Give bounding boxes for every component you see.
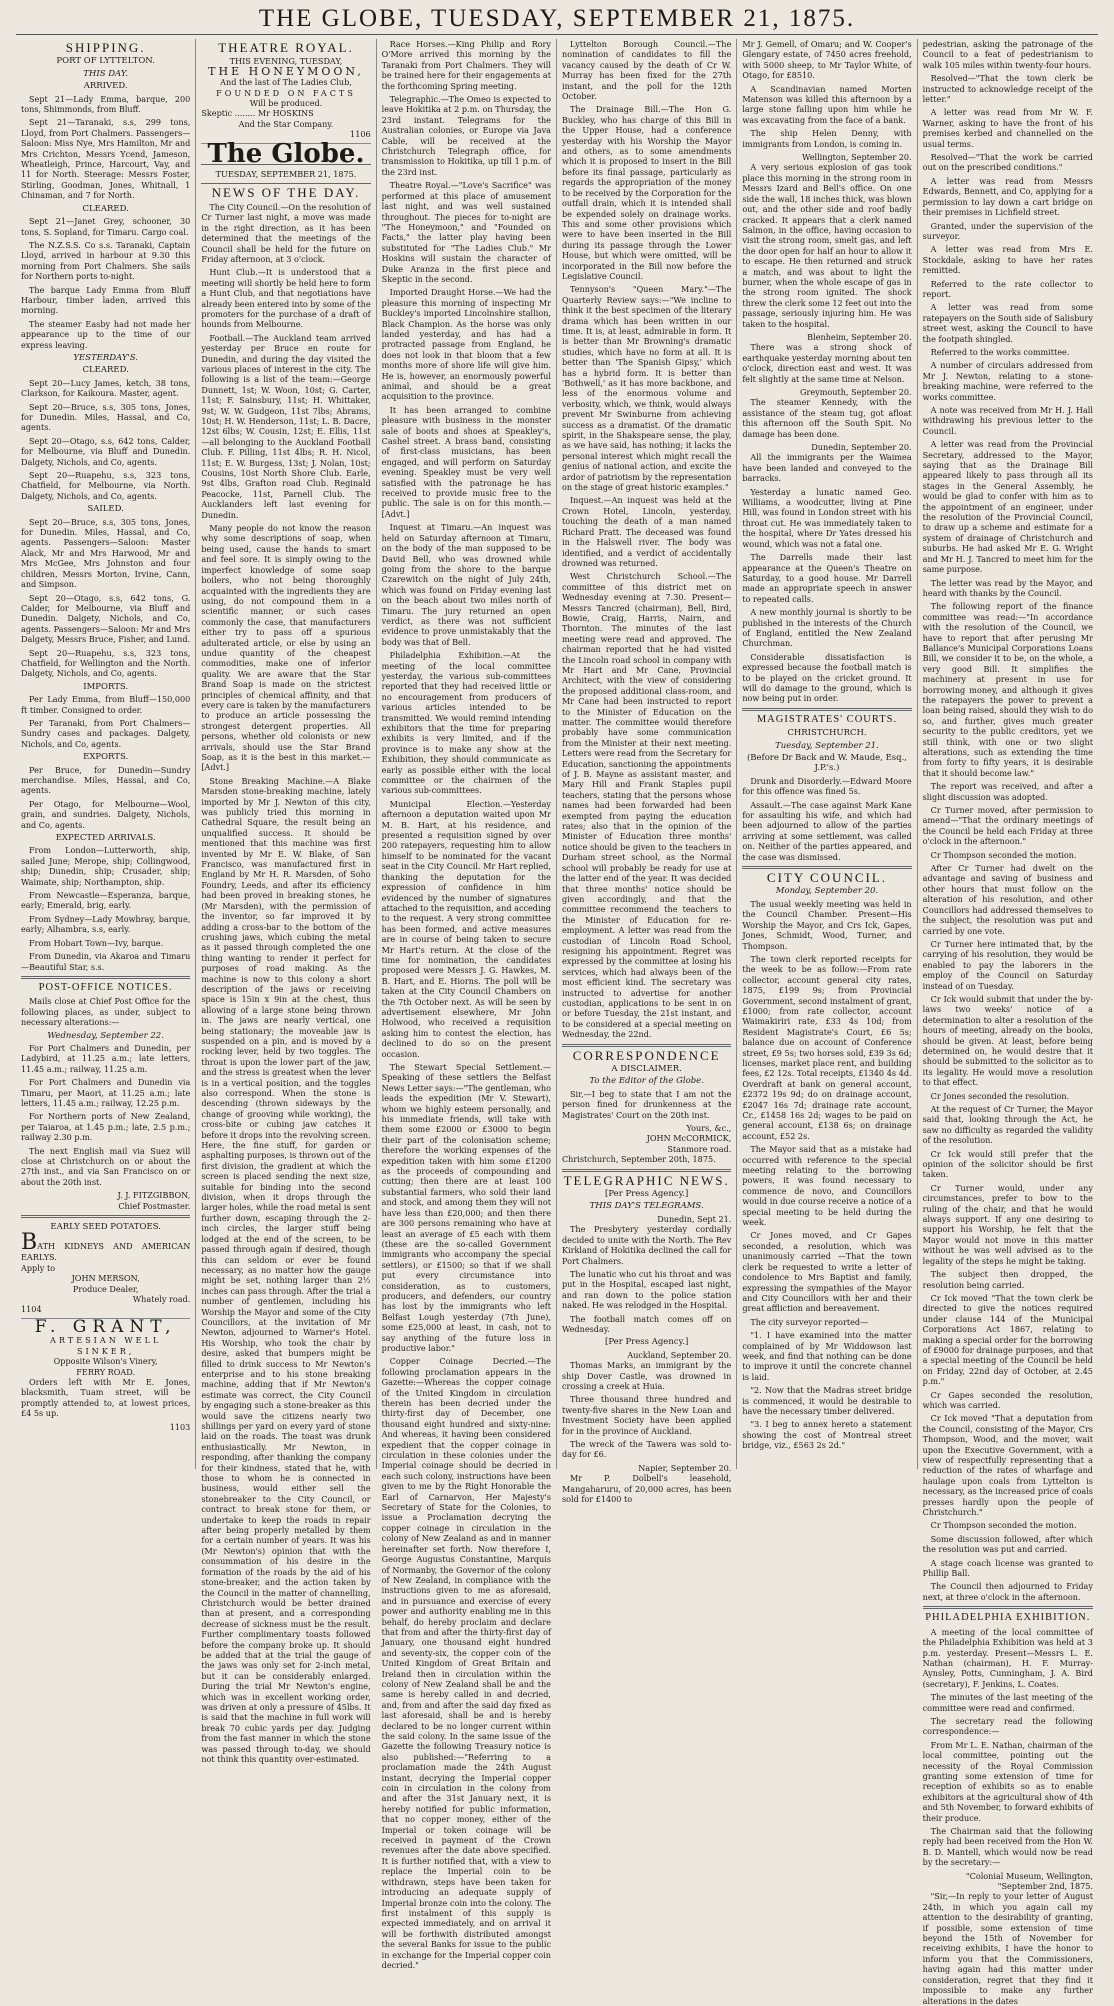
council-item: Cr Turner would, under any circumstances, prefer to bow to the ruling of the chair, and that he would always support. If any one desiring to support his Worship, he felt that the Mayor would not move in this matter without he was well advised as to the legality of the steps he might be taking.: [922, 1182, 1093, 1266]
council-item: A number of circulars addressed from Mr J. Newton, relating to a stone-breaking machine, were referred to the works committee.: [922, 360, 1093, 402]
shipping-item: From Newcastle—Esperanza, barque, early; Emerald, brig, early.: [21, 890, 191, 911]
council-item: "3. I beg to annex hereto a statement showing the cost of Montreal street bridge, viz., £563 2s 2d.": [742, 1419, 912, 1451]
post-item: For Port Chalmers and Dunedin, per Ladybird, at 11.25 a.m.; late letters, 11.45 a.m.; railway, 11.25 a.m.: [21, 1042, 191, 1074]
council-item: The Mayor said that as a mistake had occurred with reference to the special meeting relating to the borrowing powers, it was found necessary to commence de novo, and Councillors would in due course receive a notice of a special meeting to be held during the week.: [742, 1144, 912, 1228]
council-item: After Cr Turner had dwelt on the advantage and saving of business and other hours that must follow on the alteration of his resolution, and other Councillors had addressed themselves to the subject, the resolution was put and carried by one vote.: [922, 863, 1093, 936]
news-item: Lyttelton Borough Council.—The nomination of candidates to fill the vacancy caused by the death of Cr W. Murray has been fixed for the 27th instant, and the poll for the 12th October.: [561, 39, 732, 102]
shipping-item: Sept 20—Lucy James, ketch, 38 tons, Clarkson, for Kaikoura. Master, agent.: [21, 377, 191, 399]
shipping-item: Per Lady Emma, from Bluff—150,000 ft timber. Consigned to order.: [21, 694, 191, 715]
potatoes-dropcap: B: [21, 1230, 38, 1256]
divider: [562, 1169, 731, 1172]
shipping-item: The steamer Easby had not made her appearance up to the time of our express leaving.: [21, 318, 191, 350]
telegraphic-heading: TELEGRAPHIC NEWS.: [563, 1172, 730, 1188]
shipping-item: Sept 21—Lady Emma, barque, 200 tons, Shimmonds, from Bluff.: [21, 93, 191, 115]
news-item: Theatre Royal.—"Love's Sacrifice" was performed at this place of amusement last night, and was well sustained throughout. The pieces for to-night are "The Honeymoon," and "Founded on Facts," the latter play having been substituted for "The Ladies Club." Mr Hoskins will sustain the character of Duke Aranza in the first piece and Skeptic in the second.: [381, 180, 551, 284]
council-item: Cr Ick moved "That the town clerk be directed to give the notices required under clause 144 of the Municipal Corporations Act 1867, relating to making a special order for the borrowing of £9000 for drainage purposes, and that a special meeting of the Council be held on Friday, 22nd day of October, at 2.45 p.m.": [922, 1292, 1093, 1387]
dateline: Dunedin, Sept 21.: [657, 1213, 732, 1224]
advert-number: 1106: [350, 129, 371, 140]
post-item: The next English mail via Suez will close at Christchurch on or about the 27th inst., and via San Francisco on or about the 20th inst.: [21, 1145, 191, 1187]
exports-heading: EXPORTS.: [83, 752, 129, 763]
issue-date: TUESDAY, SEPTEMBER 21, 1875.: [215, 169, 357, 180]
post-item: Mails close at Chief Post Office for the following places, as under, subject to necessary alterations:—: [21, 996, 191, 1028]
divider: [201, 183, 370, 184]
telegram-item: All the immigrants per the Waimea have been landed and conveyed to the barracks.: [742, 452, 912, 484]
news-item: Stone Breaking Machine.—A Blake Marsden stone-breaking machine, lately imported by Mr J. Newton of this city, was publicly tried this morning in Cathedral Square, the result being an unqualified success. It should be mentioned that this machine was first invented by Mr E. W. Blake, of San Francisco, was manufactured first in England by Mr H. R. Marsden, of Soho Foundry, Leeds, and after its efficiency had been proved in breaking stones, he (Mr Marsden), with the permission of the inventor, so far improved it by adding a cross-bar to the bottom of the crushing jaws, which cubing the metal as it passed through completed the one thing wanting to render it perfect for purposes of road making. As the machine is now to this colony a short description of the jaws or receiving space is 15in x 9in at the chest, thus allowing of a large stone being thrown in. The jaws are nearly vertical, one being stationary; the moveable jaw is suspended on a pin, and is moved by a rocking lever, held by two toggles. The throat is upon the lower part of the jaw, and the stress is greatest when the lever is in a vertical position, and the toggles also correspond. When the stone is descending (thrown sideways by the change of grooving while working), the cross-bite or cubing jaw catches it before it drops into the revolving screen. Here, the fine stuff, for garden or asphalting purposes, is thrown out of the first division, the gradient at which the screen is placed sending the next size, suitable for binding into the second division, when it drops through the larger holes, while the road metal is sent further down, escaping through the 2-inch circles, the larger stuff being lodged at the end of the screen, to be passed through again if desired, though this can seldom or ever be found necessary, as no matter how the gauge might be set, nothing larger than 2½ inches can pass through. After the trial a number of gentlemen, including his Worship the Mayor and some of the City Councillors, at the invitation of Mr Newton, adjourned to Warner's Hotel. His Worship, who took the chair by desire, asked that bumpers might be filled to drink success to Mr Newton's enterprise and to his stone breaking machine, adding that if Mr Newton's estimate was correct, the City Council by engaging such a stone-breaker as this would save the citizens nearly two shillings per yard on every yard of stone laid on the roads. The toast was drunk enthusiastically. Mr Newton, in responding, after thanking the company for their kindness, stated that he, with those to whom he is connected in business, would either sell the stonebreaker to the City Council, or contract to break stone for them, or undertake to keep the roads in repair after being properly metalled by them for a certain number of years. It was his (Mr Newton's) opinion that with the consummation of his desire in the formation of the roads by the aid of his stone-breaker, and the action taken by the Council in the matter of channelling, Christchurch would be better drained than at present, and a corresponding decrease of sickness must be the result. Further complimentary toasts followed before the company broke up. It should be added that at the trial the gauge of the jaws was only set for 2-inch metal, but it can be considerably enlarged. During the trial Mr Newton's engine, which was in excellent working order, was driven at only a pressure of 45lbs. It is said that the machine in full work will break 70 cubic yards per day. Judging from the fast manner in which the stone was passed through to-day, we should not think this quantity over-estimated.: [201, 775, 371, 1764]
dateline: Blenheim, September 20.: [807, 331, 912, 342]
divider: [923, 1606, 1093, 1609]
shipping-item: Sept 21—Taranaki, s.s, 299 tons, Lloyd, from Port Chalmers. Passengers—Saloon: Miss Nye, Mrs Hamilton, Mr and Mrs Crichton, Messrs Ycend, Jameson, Wheatleigh, Prince, Harcourt, Vay, and 11 for North. Steerage: Messrs Foster, Stirling, Goodman, Jones, Whitnall, 1 Chinaman, and 7 for North.: [21, 117, 191, 201]
sailed-heading: SAILED.: [87, 504, 124, 515]
news-item: Race Horses.—King Philip and Rory O'More arrived this morning by the Taranaki from Port Chalmers. They will be trained here for their engagements at the forthcoming Spring meeting.: [381, 39, 551, 91]
news-item: Hunt Club.—It is understood that a meeting will shortly be held here to form a Hunt Club, and that negotiations have already been entered into by some of the promoters for the purchase of a draft of hounds from Melbourne.: [201, 267, 371, 330]
council-item: The city surveyor reported—: [750, 1316, 869, 1327]
columns: [16, 39, 1098, 2006]
post-item: For Northern ports of New Zealand, per Taiaroa, at 1.45 p.m.; late, 2.5 p.m.; railway 2.30 p.m.: [21, 1111, 191, 1143]
theatre-line: And the Star Company.: [238, 118, 334, 129]
letter-header: "Colonial Museum, Wellington, "September 2nd, 1875.: [965, 1870, 1093, 1892]
shipping-item: Sept 21—Janet Grey, schooner, 30 tons, S. Sopland, for Timaru. Cargo coal.: [21, 216, 191, 237]
grant-advert: [21, 1316, 191, 1432]
telegram-item: Considerable dissatisfaction is expressed because the football match is to be played on the cricket ground. It will do damage to the ground, which is now being put in order.: [742, 651, 912, 704]
correspondence-heading: CORRESPONDENCE: [572, 1047, 721, 1063]
news-item: It has been arranged to combine pleasure with business in the monster sale of boots and shoes at Speakley's, Cashel street. A brass band, consisting of first-class musicians, has been engaged, and will perform on Saturday evening. Speakley must be very well satisfied with the patronage he has received to provide music free to the public. The sale is on for this month.—[Advt.]: [381, 404, 551, 519]
exhibition-item: From Mr L. E. Nathan, chairman of the local committee, pointing out the necessity of the Royal Commission granting some extension of time for reception of exhibits so as to enable exhibitors at the agricultural show of 4th and 5th November, to forward exhibits of their produce.: [922, 1739, 1093, 1823]
column-5: [737, 39, 917, 1469]
exhibition-item: "Sir,—In reply to your letter of August 24th, in which you again call my attention to the desirability of granting, if possible, some extension of time beyond the 15th of November for receiving exhibits, I have the honor to inform you that the Commissioners, having again had this matter under consideration, regret that they find it impossible to make any further alterations in the dates: [922, 1891, 1093, 2006]
globe-logo: The Globe.: [207, 138, 365, 169]
telegram-item: Yesterday a lunatic named Geo. Williams, a woodcutter, living at Pine Hill, was found in London street with his throat cut. He was immediately taken to the hospital, where Dr Yates dressed his wound, which was not a fatal one.: [742, 486, 912, 549]
shipping-item: The N.Z.S.S. Co s.s. Taranaki, Captain Lloyd, arrived in harbour at 9.30 this morning from Port Chalmers. She sails for Northern ports to-night.: [21, 239, 191, 282]
council-item: A letter was read from Mr W. F. Warner, asking to have the front of his premises kerbed and channelled on the usual terms.: [922, 107, 1093, 149]
dateline: Dunedin, September 20.: [811, 442, 912, 453]
shipping-item: Sept 20—Bruce, s.s, 305 tons, Jones, for Dunedin. Miles, Hassal, and Co, agents.: [21, 401, 191, 433]
grant-trade: ARTESIAN WELL SINKER,: [50, 1335, 162, 1356]
shipping-item: Per Otago, for Melbourne—Wool, grain, and sundries. Dalgety, Nichols, and Co, agents.: [21, 798, 191, 830]
imports-heading: IMPORTS.: [83, 681, 129, 692]
magistrates-date: Tuesday, September 21.: [775, 740, 879, 751]
council-item: The town clerk reported receipts for the week to be as follow:—From rate collector, account general city rates, 1875, £199 9s; from Provincial Government, second instalment of grant, £1000; from rate collector, account Waimakiriri rate, £33 4s 10d; from Resident Magistrate's Court, £6 5s; balance due on account of Conference street, £9 5s; two horses sold, £39 3s 6d; licenses, market place rent, and building fees, £2 12s. Total receipts, £1340 4s 4d. Overdraft at bank on general account, £2372 19s 9d; do on drainage account, £2047 16s 7d; drainage rate account, Cr., £1458 16s 2d; wages to be paid on general account, £138 6s; on drainage account, £52 2s.: [742, 953, 912, 1141]
expected-heading: EXPECTED ARRIVALS.: [55, 833, 156, 844]
council-item: Cr Ick moved "That a deputation from the Council, consisting of the Mayor, Crs Thompson, Wood, and the mover, wait upon the Executive Government, with a view of respectfully representing that a reduction of the rates of wharfage and haulage upon coals from Lyttelton is necessary, as the increased price of coals presses hardly upon the people of Christchurch.": [922, 1413, 1093, 1518]
council-item: Granted, under the supervision of the surveyor.: [922, 220, 1093, 241]
grant-road: FERRY ROAD.: [76, 1366, 136, 1377]
divider: [21, 976, 190, 979]
column-6: [918, 39, 1098, 2006]
potatoes-line: [21, 1230, 191, 1263]
theatre-line: Skeptic ........ Mr HOSKINS: [201, 108, 314, 119]
correspondence-to: To the Editor of the Globe.: [589, 1076, 704, 1087]
news-item: Philadelphia Exhibition.—At the meeting of the local committee yesterday, the various sub-committees reported that they had received little or no encouragement from producers of various articles intended to be transmitted. We would remind intending exhibitors that the time for preparing exhibits is very limited, and if the province is to make any show at the Exhibition, they should communicate as early as possible either with the local committee or the chairmen of the various sub-committees.: [381, 650, 551, 796]
shipping-item: Per Bruce, for Dunedin—Sundry merchandise. Miles, Hassal, and Co, agents.: [21, 764, 191, 796]
telegram-item: Mr J. Gemell, of Omaru; and W. Cooper's Glengary estate, of 7450 acres freehold, with 5000 sheep, to Mr Taylor White, of Otago, for £8510.: [742, 39, 912, 81]
council-item: "2. Now that the Madras street bridge is commenced, it would be desirable to have the necessary timber delivered.: [742, 1385, 912, 1416]
shipping-item: Sept 20—Ruapehu, s.s, 323 tons, Chatfield, for Wellington and the North. Dalgety, Nichols, and Co, agents.: [21, 647, 191, 679]
column-3: [377, 39, 557, 1970]
council-item: At the request of Cr Turner, the Mayor said that, looking through the Act, he saw no difficulty as regarded the validity of the resolution.: [922, 1104, 1093, 1146]
telegram-item: The Darrells made their last appearance at the Queen's Theatre on Saturday, to a good house. Mr Darrell made an appropriate speech in answer to repeated calls.: [742, 552, 912, 604]
theatre-line: THE HONEYMOON,: [208, 64, 364, 78]
news-item: Football.—The Auckland team arrived yesterday per Bruce en route for Dunedin, and during the day visited the various places of interest in the city. The following is a list of the team:—George Dunnett, 1st; W. Woon, 10st; G. Carter, 11st; F. Sainsbury, 11st; H. Whittaker, 9st; W. W. Gudgeon, 11st 7lbs; Abrams, 10st; H. W. Henderson, 11st; L. B. Dacre, 12st 6lbs; W. Cousin, 12st; E. Ellis, 11st—all belonging to the Auckland Football Club. F. Pilling, 11st 4lbs; R. H. Nicol, 11st; E. W. Burgess, 13st; J. Nolan, 10st; Cousins, 10st North Shore Club. Earle, 9st 4lbs, Grafton road Club. Reginald Peacocke, 11st, Parnell Club. The Aucklanders left last evening for Dunedin.: [201, 332, 371, 520]
council-item: The following report of the finance committee was read:—"In accordance with the resolution of the Council, we have to report that after perusing Mr Ballance's Municipal Corporations Loans Bill, we consider it to be, on the whole, a very good Bill. It simplifies the machinery at present in use for borrowing money, and although it gives the ratepayers the power to prevent a loan being raised, should they wish to do so, and further, gives much greater security to the public creditors, yet we still think, with one or two slight alterations, such as extending the time from forty to fifty years, it is desirable that it should become law.": [922, 601, 1093, 778]
post-office-heading: POST-OFFICE NOTICES.: [38, 981, 173, 993]
council-item: Cr Thompson seconded the motion.: [930, 1520, 1077, 1531]
council-item: A stage coach license was granted to Phillip Ball.: [922, 1557, 1093, 1579]
shipping-item: Sept 20—Otago, s.s, 642 tons, G. Calder, for Melbourne, via Bluff and Dunedin. Dalgety, Nichols, and Co, agents. Passengers—Saloon: Mr and Mrs Dalgety, Messrs Bruce, Fisher, and Lund.: [21, 592, 191, 645]
council-item: Resolved—"That the town clerk be instructed to acknowledge receipt of the letter.": [922, 73, 1093, 105]
magistrates-heading: MAGISTRATES' COURTS.: [756, 713, 898, 725]
council-item: A letter was read from the Provincial Secretary, addressed to the Mayor, saying that as the Drainage Bill appeared likely to pass through all its stages in the General Assembly, he would be glad to confer with him as to the appointment of an engineer, under the resolution of the Provincial Council, to draw up a scheme and estimate for a system of drainage of Christchurch and suburbs. He had asked Mr E. G. Wright and Mr H. J. Tancred to meet him for the same purpose.: [922, 439, 1093, 575]
column-1: [16, 39, 196, 1469]
city-council-heading: CITY COUNCIL.: [766, 870, 888, 886]
court-item: Drunk and Disorderly.—Edward Moore for this offence was fined 5s.: [742, 775, 912, 797]
press-agency: [Per Press Agency.]: [605, 1337, 689, 1348]
council-item: Cr Turner moved, after permission to amend—"That the ordinary meetings of the Council be held each Friday at three o'clock in the afternoon.": [922, 805, 1093, 847]
this-day-heading: THIS DAY.: [83, 68, 129, 79]
postmaster-name: J. J. FITZGIBBON,: [117, 1190, 191, 1201]
shipping-item: Sept 20—Otago, s.s, 642 tons, Calder, for Melbourne, via Bluff and Dunedin. Dalgety, Nichols, and Co, agents.: [21, 435, 191, 467]
cleared-heading: CLEARED.: [82, 203, 129, 214]
telegram-item: A Scandinavian named Morten Matenson was killed this afternoon by a large stone falling upon him while he was excavating from the face of a bank.: [742, 83, 912, 125]
theatre-heading: THEATRE ROYAL.: [218, 40, 354, 55]
council-item: Cr Ick would still prefer that the opinion of the solicitor should be first taken.: [922, 1148, 1093, 1180]
news-item: Copper Coinage Decried.—The following proclamation appears in the Gazette:—Whereas the copper coinage of the United Kingdom in circulation therein has been decried under the thirty-first day of December, one thousand eight hundred and sixty-nine: And whereas, it having been considered expedient that the copper coinage in circulation in these colonies under the Imperial coinage should be decried in each such colony, instructions have been given to me by the Right Honorable the Earl of Carnarvon, Her Majesty's Secretary of State for the Colonies, to issue a Proclamation decrying the copper coinage in circulation in the colony of New Zealand as and in manner hereinafter set forth. Now therefore I, George Augustus Constantine, Marquis of Normanby, the Governor of the colony of New Zealand, in compliance with the instructions given to me as aforesaid, and in pursuance and exercise of every power and authority enabling me in this behalf, do hereby proclaim and declare that from and after the thirty-first day of January, one thousand eight hundred and seventy-six, the copper coin of the United Kingdom of Great Britain and Ireland then in circulation within the colony of New Zealand shall be and the same is hereby called in and decried, and, from and after the said day fixed as last aforesaid, shall be and is hereby declared to be no longer current within the said colony. In the same issue of the Gazette the following Treasury notice is also published:—"Referring to a proclamation made the 24th August instant, decrying the Imperial copper coin in circulation in the colony from and after the 31st January next, it is hereby notified for public information, that no copper money, either of the Imperial or token coinage will be received in payment of the Crown revenues after the date above specified. It is further notified that, with a view to replace the Imperial coin to be withdrawn, steps have been taken for introducing an adequate supply of Imperial bronze coin into the colony. The first instalment of this supply is expected immediately, and on arrival it will be forthwith distributed amongst the several Banks for issue to the public in exchange for the Imperial copper coin decried.": [381, 1356, 551, 1970]
telegram-item: The football match comes off on Wednesday.: [561, 1313, 732, 1334]
masthead: THE GLOBE, TUESDAY, SEPTEMBER 21, 1875.: [16, 4, 1098, 35]
telegram-item: The wreck of the Tawera was sold to-day for £6.: [561, 1439, 732, 1460]
council-item: A letter was read from some ratepayers on the South side of Salisbury street west, asking the Council to have the footpath shingled.: [922, 302, 1093, 344]
theatre-line: And the last of The Ladies Club,: [220, 77, 352, 88]
council-item: pedestrian, asking the patronage of the Council to a feat of pedestrianism to walk 105 miles within twenty-four hours.: [922, 39, 1093, 70]
shipping-item: From Dunedin, via Akaroa and Timaru—Beautiful Star, s.s.: [21, 951, 191, 972]
telegrams-heading: THIS DAY'S TELEGRAMS.: [589, 1201, 704, 1212]
telegram-item: Thomas Marks, an immigrant by the ship Dover Castle, was drowned in crossing a creek at Huia.: [561, 1360, 732, 1391]
telegram-item: A new monthly journal is shortly to be published in the interests of the Church of England, entitled the New Zealand Churchman.: [742, 607, 912, 649]
news-item: Tennyson's "Queen Mary."—The Quarterly Review says:—"We incline to think it the best specimen of the literary drama which has been written in our time. It is, at least, admirable in form. It is better than Mr Browning's dramatic studies, which have no form at all. It is better than 'The Spanish Gipsy,' which has a hybrid form. It is better than 'Bothwell,' as it has more backbone, and less of the enormous volume and verbosity, which, we think, would always prevent Mr Swinburne from achieving success as a dramatist. Of the dramatic spirit, in the Shakspeare sense, the play, as we have said, has nothing; it lacks the personal interest which might recall the genius of national action, and excite the ardor of patriotism by the representation on the stage of great historic examples.": [561, 284, 732, 493]
press-agency: [Per Press Agency.]: [605, 1189, 689, 1200]
shipping-item: From Hobart Town—Ivy, barque.: [29, 937, 164, 948]
magistrates-before: (Before Dr Back and W. Maude, Esq., J.P.'s.): [746, 753, 907, 774]
council-item: Referred to the works committee.: [930, 346, 1070, 357]
yesterday-heading: YESTERDAY'S.: [73, 352, 139, 363]
dateline: Auckland, September 20.: [627, 1349, 732, 1360]
dateline: Wellington, September 20.: [802, 152, 912, 163]
divider: [562, 1044, 731, 1047]
exhibition-item: The secretary read the following correspondence:—: [922, 1715, 1093, 1737]
shipping-item: From London—Lutterworth, ship, sailed June; Merope, ship; Collingwood, ship; Dunedin, ship; Crusader, ship; Waimate, ship; Northampton, ship.: [21, 845, 191, 887]
telegram-item: The ship Helen Denny, with immigrants from London, is coming in.: [742, 128, 912, 149]
potatoes-text: ATH KIDNEYS AND AMERICAN EARLYS.: [21, 1241, 191, 1263]
exhibition-item: The Chairman said that the following reply had been received from the Hon W. B. D. Mantell, which would now be read by the secretary:—: [922, 1826, 1093, 1868]
magistrates-place: CHRISTCHURCH.: [787, 728, 867, 739]
news-item: Imported Draught Horse.—We had the pleasure this morning of inspecting Mr Buckley's imported Lincolnshire stallion, Black Champion. As the horse was only landed yesterday, and has had a protracted passage from England, he does not look in that bloom that a few months more of shore life will give him. He is, however, an enormously powerful animal, and should be a great acquisition to the province.: [381, 287, 551, 402]
postmaster-title: Chief Postmaster.: [118, 1200, 191, 1211]
news-heading: NEWS OF THE DAY.: [211, 185, 361, 201]
council-item: Cr Ick would submit that under the by-laws two weeks' notice of a determination to alter a resolution of the hours of meeting, already on the books, should be given. At least, before being determined on, he would desire that it should be submitted to the solicitor as to its legality. He would move a resolution to that effect.: [922, 993, 1093, 1088]
arrived-heading: ARRIVED.: [83, 81, 128, 92]
correspondence-address: Stanmore road.: [667, 1143, 732, 1154]
telegram-item: The steamer Kennedy, with the assistance of the steam tug, got afloat this afternoon off the South Spit. No damage has been done.: [742, 397, 912, 439]
grant-heading: F. GRANT,: [34, 1316, 177, 1337]
shipping-item: Sept 20—Bruce, s.s, 305 tons, Jones, for Dunedin. Miles, Hassal, and Co, agents. Passengers—Saloon: Master Alack, Mr and Mrs Harwood, Mr and Mrs McGee, Mrs Johnston and four children, Messrs Morton, Irvine, Cann, and Simpson.: [21, 516, 191, 590]
council-item: Cr Jones seconded the resolution.: [930, 1090, 1070, 1101]
theatre-advert: [201, 40, 371, 144]
telegram-item: The lunatic who cut his throat and was put in the Hospital, escaped last night, and ran down to the police station naked. He was relodged in the Hospital.: [561, 1268, 732, 1311]
council-item: A note was received from Mr H. J. Hall withdrawing his previous letter to the Council.: [922, 405, 1093, 436]
news-item: Municipal Election.—Yesterday afternoon a deputation waited upon Mr M. B. Hart, at his residence, and presented a requisition signed by over 200 ratepayers, requesting him to allow himself to be nominated for the vacant seat in the City Council. Mr Hart replied, thanking the deputation for the expression of confidence in him evidenced by the number of signatures attached to the requisition, and acceding to the request. A very strong committee has been formed, and active measures are in course of being taken to secure Mr Hart's return. At the close of the time for nomination, the candidates proposed were Messrs J. G. Hawkes, M. B. Hart, and E. Hiorns. The poll will be taken at the City Council Chambers on the 7th October next. As will be seen by advertisement elsewhere, Mr John Holwood, who received a requisition asking him to contest the election, has declined to do so on the present occasion.: [381, 798, 551, 1059]
council-item: Cr Turner here intimated that, by the carrying of his resolution, they would be enabled to pay the laborers in the employ of the Council on Saturday instead of on Tuesday.: [922, 938, 1093, 991]
council-item: Cr Gapes seconded the resolution, which was carried.: [922, 1389, 1093, 1410]
potatoes-produce: Produce Dealer,: [72, 1283, 139, 1294]
post-item: For Port Chalmers and Dunedin via Timaru, per Maori, at 11.25 a.m.; late letters, 11.45 a.m.; railway, 12.25 p.m.: [21, 1077, 191, 1108]
news-item: Inquest at Timaru.—An inquest was held on Saturday afternoon at Timaru, on the body of the man supposed to be David Bell, who was drowned while going from the shore to the barque Czarewitch on the night of July 24th, which was found on Friday evening last on the beach about two miles north of Timaru. The jury returned an open verdict, as there was not sufficient evidence to prove unmistakably that the body was that of Bell.: [381, 522, 551, 647]
council-item: Some discussion followed, after which the resolution was put and carried.: [922, 1533, 1093, 1555]
telegram-item: Three thousand three hundred and twenty-five shares in the New Loan and Investment Society have been applied for in the province of Auckland.: [561, 1394, 732, 1436]
correspondence-date: Christchurch, September 20th, 1875.: [561, 1154, 716, 1165]
court-item: Assault.—The case against Mark Kane for assaulting his wife, and which had been adjourned to allow of the parties arriving at some settlement, was called on. Neither of the parties appeared, and the case was dismissed.: [742, 799, 912, 862]
grant-text: Orders left with Mr E. Jones, blacksmith, Tuam street, will be promptly attended to, at lowest prices, £4 5s up.: [21, 1376, 191, 1419]
column-4: [557, 39, 737, 1505]
shipping-item: From Sydney—Lady Mowbray, barque, early; Alhambra, s.s, early.: [21, 913, 191, 935]
council-item: A letter was read from Mrs E. Stockdale, asking to have her rates remitted.: [922, 244, 1093, 276]
council-item: The usual weekly meeting was held in the Council Chamber. Present—His Worship the Mayor, and Crs Ick, Gapes, Jones, Schmidt, Wood, Turner, and Thompson.: [742, 898, 912, 951]
divider: [742, 708, 911, 711]
news-item: The Drainage Bill.—The Hon G. Buckley, who has charge of this Bill in the Upper House, had a conference yesterday with his Worship the Mayor and others, as to some amendments which it is proposed to insert in the Bill before its final passage, particularly as regards the appropriation of the money to be received by the Corporation for the outfall drain, which it is intended shall be expended solely on drainage works. This and some other provisions which were to have been inserted in the Bill during its passage through the Lower House, but which were omitted, will be incorporated in the Bill now before the Legislative Council.: [561, 104, 732, 281]
telegram-item: The Presbytery yesterday cordially decided to unite with the North. The Rev Kirkland of Hokitika declined the call for Port Chalmers.: [561, 1224, 732, 1266]
news-item: The City Council.—On the resolution of Cr Turner last night, a move was made in the right direction, as it has been determined that the meetings of the Council shall be held for the future on Friday afternoon, at 3 o'clock.: [201, 201, 371, 264]
cleared-heading-2: CLEARED.: [82, 365, 129, 376]
potatoes-apply: Apply to: [21, 1262, 56, 1273]
correspondence-subheading: A DISCLAIMER.: [611, 1064, 682, 1074]
telegram-item: Mr P. Dolbell's leasehold, Mangaharuru, of 20,000 acres, has been sold for £1400 to: [561, 1473, 732, 1505]
correspondence-text: Sir,—I beg to state that I am not the person fined for drunkenness at the Magistrates' Court on the 20th inst.: [561, 1088, 732, 1120]
shipping-item: Sept 20—Ruapehu, s.s, 323 tons, Chatfield, for Melbourne, via North. Dalgety, Nichols, and Co, agents.: [21, 470, 191, 501]
council-item: Referred to the rate collector to report.: [922, 278, 1093, 299]
correspondence-name: JOHN McCORMICK,: [646, 1133, 732, 1144]
council-item: Cr Thompson seconded the motion.: [930, 849, 1077, 860]
grant-address: Opposite Wilson's Vinery,: [53, 1356, 158, 1367]
news-item: Many people do not know the reason why some descriptions of soap, when being used, cause the hands to smart and feel sore. It is simply owing to the imperfect knowledge of some soap boilers, who not being thoroughly acquainted with the ingredients they are using, do not compound them in a scientific manner, or such cases commonly the case, that manufacturers either try to pass off a spurious adulterated article, or else by using an undue quantity of the cheapest commodities, make one of inferior quality. We are aware that the Star Brand Soap is made on the strictest principles of chemical affinity, and that every care is taken by the manufacturers to produce an article possessing the strongest detergent properties. All persons, whether old colonists or new arrivals, should use the Star Brand Soap, as it is the best in this market.—[Advt.]: [201, 523, 371, 773]
shipping-item: Per Taranaki, from Port Chalmers—Sundry cases and packages. Dalgety, Nichols, and Co, agents.: [21, 717, 191, 749]
philadelphia-heading: PHILADELPHIA EXHIBITION.: [925, 1612, 1091, 1624]
shipping-item: The barque Lady Emma from Bluff Harbour, timber laden, arrived this morning.: [21, 284, 191, 316]
council-item: The subject then dropped, the resolution being carried.: [922, 1269, 1093, 1290]
potatoes-heading: EARLY SEED POTATOES.: [50, 1222, 161, 1233]
council-item: The letter was read by the Mayor, and heard with thanks by the Council.: [922, 577, 1093, 598]
council-item: The report was received, and after a slight discussion was adopted.: [922, 781, 1093, 802]
theatre-line: Will be produced.: [249, 98, 323, 109]
council-item: Resolved—"That the work be carried out on the prescribed conditions.": [922, 152, 1093, 173]
correspondence-yours: Yours, &c.,: [686, 1123, 732, 1134]
advert-number: 1104: [21, 1304, 42, 1315]
port-heading: PORT OF LYTTELTON.: [56, 56, 155, 67]
dateline: Napier, September 20.: [638, 1462, 732, 1473]
column-2: [196, 39, 376, 1764]
city-council-date: Monday, September 20.: [775, 886, 879, 897]
exhibition-item: The minutes of the last meeting of the committee were read and confirmed.: [922, 1692, 1093, 1713]
potatoes-address: Whately road.: [132, 1294, 191, 1305]
potatoes-advert: [21, 1222, 190, 1319]
theatre-line: THIS EVENING, TUESDAY,: [229, 56, 343, 67]
council-item: Cr Jones moved, and Cr Gapes seconded, a resolution, which was unanimously carried —That the town clerk be requested to write a letter of condolence to Mrs Baptist and family, expressing the sympathies of the Mayor and City Councillors with her and their great affliction and bereavement.: [742, 1230, 912, 1314]
council-item: A letter was read from Messrs Edwards, Bennett, and Co, applying for a permission to lay down a cart bridge on their premises in Lichfield street.: [922, 175, 1093, 218]
telegram-item: A very serious explosion of gas took place this morning in the strong room in Messrs Izard and Bell's office. On one side the wall, 18 inches thick, was blown out, and the other side and roof badly cracked. It appears that a clerk named Salmon, in the office, having occasion to visit the strong room, smelt gas, and left the door open for half an hour to allow it to escape. He then returned and struck a match, and was about to light the burner, when the whole escape of gas in the strong room ignited. The shock threw the clerk some 12 feet out into the passage, seriously injuring him. He was taken to the hospital.: [742, 162, 912, 329]
news-item: Inquest.—An inquest was held at the Crown Hotel, Lincoln, yesterday, touching the death of a man named Richard Pratt. The deceased was found in the Halswell river. The body was identified, and a verdict of accidentally drowned was returned.: [561, 495, 732, 568]
telegram-item: There was a strong shock of earthquake yesterday morning about ten o'clock, direction east and west. It was felt slightly at the same time at Nelson.: [742, 342, 912, 384]
council-item: "1. I have examined into the matter complained of by Mr Widdowson last week, and find that nothing can be done to improve it until the concrete channel is laid.: [742, 1330, 912, 1382]
advert-number: 1103: [169, 1421, 191, 1432]
shipping-heading: SHIPPING.: [65, 40, 146, 55]
potatoes-merson: JOHN MERSON,: [71, 1273, 140, 1284]
news-item: The Stewart Special Settlement.—Speaking of these settlers the Belfast News Letter says:—"The gentleman, who leads the expedition (Mr V. Stewart), whom we highly esteem personally, and his immediate friends, will take with them some £2000 or £3000 to begin their part of the colonisation scheme; therefore the working expenses of the expedition taken with him some £1200 as the proceeds of compounding and cutting; then there are at least 100 substantial farmers, who sold their land and stock, and among them they will not have less than £20,000; and then there are 300 persons remaining who have at least an average of £5 each with them (these are the so-called Government immigrants who accompany the special settlers), or £1500; so that if we shall put every circumstance into consideration, as to customers, producers, and defenders, our country has lost by the immigrants who left Belfast Lough yesterday (7th June), some £25,000 at least, in cash, not to say anything of the future loss in productive labor.": [381, 1062, 551, 1353]
dateline: Greymouth, September 20.: [800, 387, 912, 397]
council-item: The Council then adjourned to Friday next, at three o'clock in the afternoon.: [922, 1581, 1093, 1602]
theatre-line: FOUNDED ON FACTS: [216, 87, 356, 98]
divider: [742, 866, 911, 869]
post-date: Wednesday, September 22.: [47, 1030, 164, 1041]
news-item: Telegraphic.—The Omeo is expected to leave Hokitika at 2 p.m. on Thursday, the 23rd instant. Telegrams for the Australian colonies, or Europe via Java Cable, will be received at the Christchurch Telegraph office, for transmission to Hokitika, up till 1 p.m. of the 23rd inst.: [381, 94, 551, 177]
news-item: West Christchurch School.—The committee of this district met on Wednesday evening at 7.30. Present—Messrs Tancred (chairman), Bell, Bird, Bowie, Craig, Harris, Nairn, and Thornton. The minutes of the last meeting were read and approved. The chairman reported that he had visited the Lincoln road school in company with Mr Hart and Mr Cane, Provincial Architect, with the view of considering the proposed additional class-room, and Mr Cane had been instructed to report to the Minister of Education on the matter. The committee would therefore probably have some communication from the Minister at their next meeting. Letters were read from the Secretary for Education, sanctioning the appointments of J. B. Mayne as assistant master, and Mary Hill and Frank Staples pupil teachers, stating that the persons whose names had been forwarded had been exempted from paying the education rates; also that in the opinion of the Minister of Education three months' notice should be given to the teachers in Durham street school, as the Normal school will probably be ready for use at the latter end of the year. It was decided that three months' notice should be given accordingly, and that the committee recommend the teachers to the Minister of Education for re-employment. A letter was read from the custodian of Lincoln Road School, resigning his appointment. Regret was expressed by the committee at losing his services, which had always been of the most efficient kind. The secretary was instructed to advertise for another custodian, applications to be sent in on or before Tuesday, the 21st instant, and to be considered at a special meeting on Wednesday, the 22nd.: [561, 571, 732, 1040]
exhibition-item: A meeting of the local committee of the Philadelphia Exhibition was held at 3 p.m. yesterday. Present—Messrs L. E. Nathan (chairman), H. F. Murray-Aynsley, Potts, Cunningham, J. A. Bird (secretary), F. Jenkins, L. Coates.: [922, 1626, 1093, 1689]
divider: [21, 1215, 190, 1218]
